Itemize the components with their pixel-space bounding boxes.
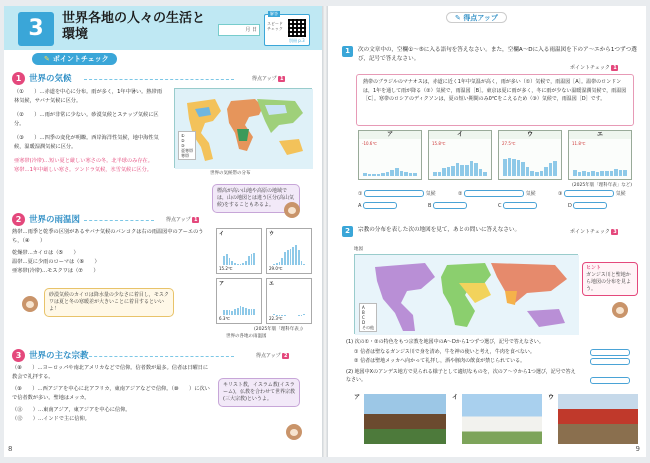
line: 乾燥帯…カイロは（⑤ ） — [12, 250, 79, 256]
section-1-text — [14, 88, 164, 175]
photo-label: ウ — [548, 394, 555, 401]
section-2-text — [12, 228, 212, 276]
point-check-tag: ポイントチェック 1 — [568, 64, 620, 71]
chapter-number: 3 — [18, 12, 54, 46]
tip-bubble: 標高が高い山地や高原の地域では，山の地図とは違う区分(高山気候)をすることもあるよ。 — [212, 184, 300, 213]
sub-question-1: (1) 次の①・②の特色をもつ宗教を地図中のA～Dから1つずつ選び，記号で答えなさい。 — [346, 339, 544, 345]
chapter-header — [4, 6, 322, 50]
answer-c: C — [498, 202, 537, 209]
answer-field[interactable] — [573, 202, 607, 209]
page-number: 9 — [635, 445, 640, 453]
qr-code-icon[interactable] — [288, 19, 306, 37]
chart-source: (2025年版「理科年表」) — [254, 327, 303, 332]
left-page — [4, 6, 322, 457]
pencil-icon: ✎ — [44, 55, 50, 63]
tip-bubble: キリスト教，イスラム教(イスラーム)，仏教を合わせて世界宗教(三大宗教)というよ。 — [218, 378, 300, 407]
date-box[interactable]: 月 日 — [218, 24, 260, 36]
passage-box — [356, 74, 634, 126]
hint-box: ヒント ガンジス川と聖地から地図の分布を見よう。 — [582, 262, 638, 296]
climate-chart-i: イ 15.8℃ — [428, 130, 492, 180]
photo-label: イ — [452, 394, 459, 401]
right-page — [328, 6, 646, 457]
climate-chart-u: ウ 29.0℃ — [266, 228, 312, 274]
line: 亜寒帯(冷帯)…モスクワは（⑦ ） — [12, 268, 99, 274]
sub-question-1a: ① 信者は聖なるガンジス川で身を清め，牛を神の使いと考え，牛肉を食べない。 — [354, 349, 535, 355]
speed-check-label: スピードチェック — [267, 21, 283, 31]
line: 温帯…夏に少雨のローマは（⑥ ） — [12, 259, 100, 265]
answer-field[interactable] — [590, 377, 630, 384]
answer-field[interactable] — [590, 358, 630, 365]
question-2-prompt: 宗教の分布を表した次の地図を見て，あとの問いに答えなさい。 — [358, 227, 521, 233]
world-map-graphic — [355, 255, 579, 335]
section-1-title: 1 世界の気候 — [12, 72, 72, 86]
climate-chart-e: エ 11.8℃ — [568, 130, 632, 180]
climate-chart-u: ウ 27.5℃ — [498, 130, 562, 180]
passage-text: 熱帯のブラジルのマナオスは，赤道に近く1年中気温が高く，雨が多い（①）気候で，雨温図［A］。温帯のロンドンは，1年を通して雨が降る（②）気候で，雨温図［B］。東京は夏に雨が多く，冬に雨が少ない温暖湿潤気候で，雨温図［C］。寒帯のロシアのディクソンは，夏の短い期間のみ0℃をこえるため（③）気候で，雨温図［D］です。 — [363, 79, 627, 102]
climate-map — [174, 88, 312, 168]
line: （⑨ ）…西アジアを中心に北アフリカ，東南アジアなどで信仰。（⑩ ）に次いで信者数が多い。聖地はメッカ。 — [12, 386, 210, 401]
answer-3: ③ 気候 — [558, 191, 626, 197]
answer-field[interactable] — [464, 190, 524, 197]
section-2-title: 2 世界の雨温図 — [12, 213, 80, 227]
question-1-number: 1 — [342, 46, 353, 57]
answer-field[interactable] — [364, 190, 424, 197]
answer-b: B — [428, 202, 467, 209]
map-legend: A B C D その他 — [359, 303, 377, 332]
tokuten-tag: 得点アップ 2 — [254, 352, 291, 359]
speed-check-page: 別冊 p.3 — [289, 38, 305, 43]
divider — [84, 356, 234, 357]
answer-2: ② 気候 — [458, 191, 536, 197]
question-1-prompt: 次の文章中の，空欄①～⑤に入る語句を答えなさい。また，空欄A～Dに入る雨温図を下のア～エから1つずつ選び，記号で答えなさい。 — [358, 47, 637, 62]
divider — [84, 79, 234, 80]
chart-source: (2025年版「理科年表」など) — [572, 183, 632, 188]
map-caption: 世界の気候帯の分布 — [210, 171, 251, 176]
squirrel-mascot-icon — [286, 424, 302, 440]
map-label: 地図 — [354, 247, 363, 252]
section-3-title: 3 世界の主な宗教 — [12, 349, 89, 363]
divider — [84, 220, 154, 221]
line: （⑫ ）…インドで主に信仰。 — [12, 416, 90, 422]
religion-map — [354, 254, 578, 334]
pencil-icon: ✎ — [455, 14, 464, 22]
answer-field[interactable] — [564, 190, 614, 197]
climate-chart-i: イ 15.2℃ — [216, 228, 262, 274]
climate-chart-e: エ 22.3℃ — [266, 278, 312, 324]
tokuten-tag: 得点アップ 1 — [250, 75, 287, 82]
line: （② ）…雨が非常に少ない。砂漠気候とステップ気候に区分。 — [14, 112, 159, 127]
page-number: 8 — [8, 445, 13, 453]
chart-caption: 世界の各地の雨温図 — [226, 334, 267, 339]
line: （⑧ ）…ヨーロッパや南北アメリカなどで信仰。信者数が最多。信者は日曜日に教会で礼拝する。 — [12, 365, 209, 380]
point-check-banner: ✎ ポイントチェック — [32, 53, 117, 65]
answer-field[interactable] — [363, 202, 397, 209]
squirrel-mascot-icon — [612, 302, 628, 318]
speed-check-box — [264, 11, 310, 46]
answer-1: ① 気候 — [358, 191, 436, 197]
squirrel-mascot-icon — [284, 202, 300, 218]
tip-bubble: 砂漠気候のカイロは降水量の少なさに着目し，モスクワは夏と冬の寒暖差が大きいことに着目するといいよ！ — [44, 288, 174, 317]
answer-a: A — [358, 202, 397, 209]
photo-label: ア — [354, 394, 361, 401]
photo-a[interactable] — [364, 394, 446, 444]
answer-d: D — [568, 202, 607, 209]
line: （① ）…赤道を中心に分布。雨が多く，1年中暑い。熱帯雨林気候，サバナ気候に区分。 — [14, 89, 162, 104]
question-2-number: 2 — [342, 226, 353, 237]
squirrel-mascot-icon — [22, 296, 38, 312]
line: 熱帯…雨季と乾季の区別があるサバナ気候のバンコクは右の雨温図中のアーエのうち，（④ ） — [12, 229, 204, 244]
line: （③ ）…四季の変化が明瞭。西岸海洋性気候，地中海性気候，温暖湿潤気候に区分。 — [14, 135, 159, 150]
map-legend: ① ② ③ 亜寒帯 寒帯 — [178, 131, 196, 160]
line: 寒帯…1年中厳しい寒さ。ツンドラ気候，氷雪気候に区分。 — [14, 167, 152, 173]
sub-question-2: (2) 地図中Xのアンデス地方で見られる様子として適切なものを，次のア～ウから1つ選び，記号で答えなさい。 — [346, 369, 576, 383]
answer-field[interactable] — [590, 349, 630, 356]
sub-question-1b: ② 信者は聖地メッカへ向かって礼拝し，酒や豚肉の飲食が禁じられている。 — [354, 358, 526, 364]
tokuten-up-header: ✎ 得点アップ — [446, 12, 507, 23]
photo-i[interactable] — [462, 394, 542, 444]
speed-check-tag: 解答 — [270, 11, 278, 16]
tokuten-tag: 得点アップ 1 — [164, 216, 201, 223]
answer-field[interactable] — [503, 202, 537, 209]
page-title: 世界各地の人々の生活と環境 — [62, 11, 206, 42]
answer-field[interactable] — [433, 202, 467, 209]
climate-chart-a: ア 6.3℃ — [216, 278, 262, 324]
line: （⑪ ）…東南アジア，東アジアを中心に信仰。 — [12, 407, 131, 413]
point-check-tag: ポイントチェック 3 — [568, 228, 620, 235]
photo-u[interactable] — [558, 394, 638, 444]
climate-chart-a: ア -10.6℃ — [358, 130, 422, 180]
line: 亜寒帯(冷帯)…短い夏と厳しい寒さの冬。北半球のみ存在。 — [14, 158, 153, 164]
section-3-text — [12, 364, 212, 424]
